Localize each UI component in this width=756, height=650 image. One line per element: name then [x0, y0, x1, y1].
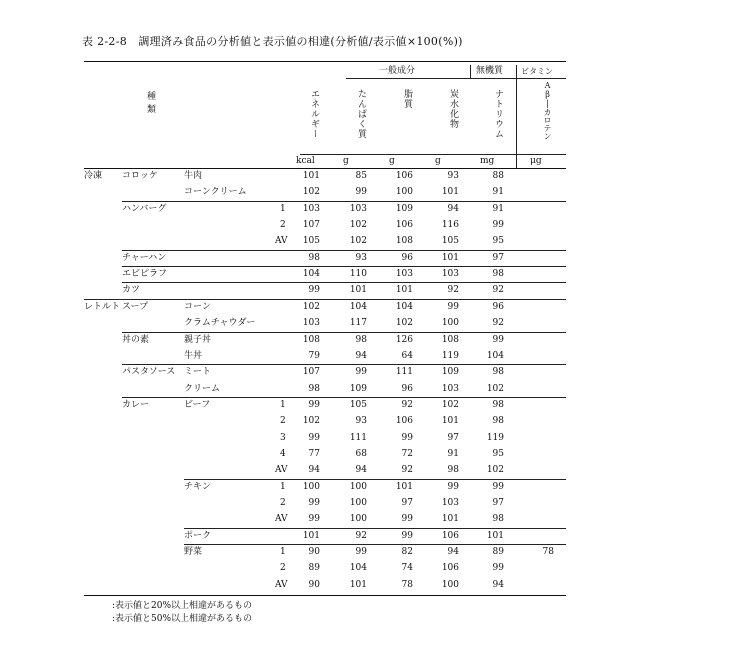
column-unit-4: g [435, 156, 441, 166]
cell-value: 103 [441, 498, 459, 508]
row-group-rule [122, 250, 566, 251]
cell-value: 101 [441, 252, 459, 263]
cell-value: 101 [349, 285, 367, 296]
row-label-c3: 親子丼 [184, 334, 212, 345]
cell-value: 104 [349, 563, 367, 574]
cell-value: 98 [492, 269, 504, 280]
cell-value: 98 [447, 465, 459, 476]
cell-value: 102 [486, 465, 504, 476]
cell-value: 100 [349, 481, 367, 492]
column-unit-3: g [389, 156, 395, 166]
cell-value: 101 [486, 530, 504, 541]
row-label-c2: コロッケ [122, 171, 158, 181]
row-label-c2: 丼の素 [122, 334, 150, 345]
cell-value: 98 [308, 383, 320, 394]
cell-value: 101 [302, 171, 320, 181]
row-label-c4: 4 [280, 448, 286, 459]
cell-value: 99 [401, 530, 413, 541]
row-label-c3: ポーク [184, 530, 212, 541]
data-table [84, 61, 566, 595]
cell-value: 91 [447, 448, 459, 459]
cell-value: 77 [308, 448, 320, 459]
cell-value: 119 [486, 432, 504, 443]
cell-value: 100 [349, 498, 367, 508]
cell-value: 111 [349, 432, 367, 443]
column-header-5: ナトリウム [493, 89, 503, 139]
cell-value: 102 [302, 301, 320, 312]
cell-value: 100 [302, 481, 320, 492]
group-vitamin-label: ビタミン [521, 67, 553, 76]
cell-value: 101 [441, 416, 459, 427]
row-label-c3: 牛丼 [184, 350, 203, 361]
cell-value: 103 [441, 269, 459, 280]
cell-value: 94 [447, 203, 459, 214]
cell-value: 92 [492, 318, 504, 329]
column-unit-6: μg [530, 156, 542, 166]
row-label-c3: コーン [184, 301, 211, 312]
cell-value: 98 [492, 399, 504, 410]
cell-value: 102 [441, 399, 459, 410]
cell-value: 95 [492, 448, 504, 459]
cell-value: 105 [349, 399, 367, 410]
row-label-c3: ミート [184, 367, 212, 378]
cell-value: 85 [355, 171, 367, 181]
unit-header-rule [300, 154, 566, 155]
column-header-6: Aβ|カロテン [543, 81, 552, 140]
cell-value: 105 [441, 236, 459, 247]
cell-value: 82 [401, 547, 413, 558]
cell-value: 99 [308, 498, 320, 508]
row-label-c4: AV [275, 236, 288, 247]
row-label-c3: チキン [184, 481, 211, 492]
cell-value: 99 [355, 367, 367, 378]
row-group-rule [122, 397, 566, 398]
kind-label: 種類 [145, 91, 155, 117]
row-label-c4: 1 [280, 547, 286, 558]
cell-value: 103 [441, 383, 459, 394]
row-label-c4: 2 [280, 416, 286, 427]
cell-value: 104 [395, 301, 413, 312]
cell-value: 97 [401, 498, 413, 508]
cell-value: 100 [395, 187, 413, 198]
cell-value: 126 [395, 334, 413, 345]
cell-value: 99 [401, 514, 413, 525]
row-label-c4: 1 [280, 399, 286, 410]
cell-value: 97 [447, 432, 459, 443]
cell-value: 94 [355, 465, 367, 476]
group-general-label: 一般成分 [379, 66, 416, 76]
cell-value: 99 [308, 399, 320, 410]
row-label-c3: ビーフ [184, 399, 211, 410]
cell-value: 92 [401, 399, 413, 410]
row-group-rule [122, 282, 566, 283]
cell-value: 93 [447, 171, 459, 181]
row-label-c1: 冷凍 [84, 171, 103, 181]
cell-value: 101 [302, 530, 320, 541]
cell-value: 101 [441, 514, 459, 525]
cell-value: 92 [492, 285, 504, 296]
cell-value: 116 [441, 220, 459, 231]
cell-value: 104 [302, 269, 320, 280]
cell-value: 98 [355, 334, 367, 345]
cell-value: 98 [492, 367, 504, 378]
cell-value: 93 [355, 252, 367, 263]
cell-value: 99 [308, 514, 320, 525]
cell-value: 98 [492, 416, 504, 427]
cell-value: 78 [542, 547, 554, 558]
cell-value: 94 [492, 579, 504, 590]
column-header-3: 脂質 [402, 89, 412, 109]
cell-value: 102 [349, 236, 367, 247]
cell-value: 100 [349, 514, 367, 525]
column-unit-2: g [343, 156, 349, 166]
row-group-rule [122, 364, 566, 365]
cell-value: 99 [492, 334, 504, 345]
row-label-c2: ハンバーグ [122, 203, 167, 214]
row-group-rule [184, 528, 566, 529]
cell-value: 103 [302, 203, 320, 214]
header-bottom-rule [84, 168, 566, 169]
cell-value: 111 [395, 367, 413, 378]
cell-value: 109 [349, 383, 367, 394]
cell-value: 79 [308, 350, 320, 361]
row-label-c3: 野菜 [184, 547, 203, 558]
cell-value: 97 [492, 498, 504, 508]
cell-value: 90 [308, 547, 320, 558]
row-label-c2: スープ [122, 301, 149, 312]
row-label-c4: 2 [280, 498, 286, 508]
cell-value: 101 [395, 285, 413, 296]
row-group-rule [184, 544, 566, 545]
cell-value: 92 [447, 285, 459, 296]
cell-value: 99 [355, 187, 367, 198]
row-label-c4: 1 [280, 203, 286, 214]
divider-mineral [470, 65, 471, 78]
cell-value: 109 [395, 203, 413, 214]
cell-value: 117 [349, 318, 367, 329]
cell-value: 99 [308, 432, 320, 443]
cell-value: 107 [302, 367, 320, 378]
row-label-c3: クリーム [184, 383, 221, 394]
row-label-c3: 牛肉 [184, 171, 203, 181]
row-label-c1: レトルト [84, 301, 121, 312]
cell-value: 106 [395, 171, 413, 181]
cell-value: 108 [302, 334, 320, 345]
cell-value: 99 [492, 563, 504, 574]
cell-value: 103 [349, 203, 367, 214]
cell-value: 97 [492, 252, 504, 263]
cell-value: 89 [492, 547, 504, 558]
row-group-rule [122, 266, 566, 267]
cell-value: 99 [401, 432, 413, 443]
row-group-rule [122, 332, 566, 333]
row-label-c2: パスタソース [122, 367, 176, 378]
cell-value: 108 [441, 334, 459, 345]
cell-value: 64 [401, 350, 413, 361]
cell-value: 92 [355, 530, 367, 541]
divider-vitamin [516, 65, 517, 78]
column-unit-1: kcal [296, 156, 315, 166]
row-group-rule [84, 299, 566, 300]
cell-value: 105 [302, 236, 320, 247]
cell-value: 104 [349, 301, 367, 312]
cell-value: 106 [441, 563, 459, 574]
group-header-rule [346, 78, 566, 79]
cell-value: 99 [447, 301, 459, 312]
row-label-c2: カツ [122, 285, 141, 296]
divider-vitamin-col [516, 78, 517, 168]
row-label-c4: AV [275, 579, 288, 590]
cell-value: 119 [441, 350, 459, 361]
column-header-4: 炭水化物 [448, 89, 458, 129]
cell-value: 103 [395, 269, 413, 280]
cell-value: 74 [401, 563, 413, 574]
row-label-c3: コーンクリーム [184, 187, 247, 198]
cell-value: 104 [486, 350, 504, 361]
cell-value: 78 [401, 579, 413, 590]
row-label-c2: チャーハン [122, 252, 167, 263]
cell-value: 94 [447, 547, 459, 558]
cell-value: 94 [355, 350, 367, 361]
row-label-c2: エビピラフ [122, 269, 168, 280]
cell-value: 102 [395, 318, 413, 329]
row-label-c2: カレー [122, 399, 150, 410]
row-label-c3: クラムチャウダー [184, 318, 256, 329]
cell-value: 98 [492, 514, 504, 525]
row-label-c4: AV [275, 514, 288, 525]
cell-value: 88 [492, 171, 504, 181]
row-label-c4: AV [275, 465, 288, 476]
cell-value: 102 [302, 187, 320, 198]
cell-value: 108 [395, 236, 413, 247]
row-label-c4: 1 [280, 481, 286, 492]
cell-value: 106 [441, 530, 459, 541]
cell-value: 98 [308, 252, 320, 263]
cell-value: 102 [302, 416, 320, 427]
row-group-rule [122, 201, 566, 202]
cell-value: 107 [302, 220, 320, 231]
cell-value: 89 [308, 563, 320, 574]
cell-value: 93 [355, 416, 367, 427]
column-unit-5: mg [480, 156, 495, 166]
cell-value: 95 [492, 236, 504, 247]
cell-value: 99 [492, 220, 504, 231]
cell-value: 72 [401, 448, 413, 459]
cell-value: 102 [486, 383, 504, 394]
table-title: 表 2-2-8 調理済み食品の分析値と表示値の相違(分析値/表示値×100(%)) [82, 35, 463, 48]
footnote: :表示値と50%以上相違があるもの [112, 614, 253, 624]
cell-value: 94 [308, 465, 320, 476]
cell-value: 100 [441, 579, 459, 590]
cell-value: 96 [492, 301, 504, 312]
column-header-1: エネルギー [309, 89, 319, 139]
cell-value: 99 [492, 481, 504, 492]
footnote: :表示値と20%以上相違があるもの [112, 601, 253, 611]
cell-value: 92 [401, 465, 413, 476]
cell-value: 101 [395, 481, 413, 492]
cell-value: 100 [441, 318, 459, 329]
table-top-rule [84, 61, 566, 62]
cell-value: 99 [355, 547, 367, 558]
row-label-c4: 2 [280, 220, 286, 231]
cell-value: 101 [349, 579, 367, 590]
cell-value: 99 [447, 481, 459, 492]
cell-value: 96 [401, 252, 413, 263]
cell-value: 102 [349, 220, 367, 231]
table-bottom-rule [84, 595, 566, 596]
cell-value: 106 [395, 416, 413, 427]
cell-value: 90 [308, 579, 320, 590]
cell-value: 96 [401, 383, 413, 394]
cell-value: 109 [441, 367, 459, 378]
group-mineral-label: 無機質 [476, 66, 504, 76]
cell-value: 103 [302, 318, 320, 329]
row-group-rule [184, 479, 566, 480]
cell-value: 99 [308, 285, 320, 296]
cell-value: 91 [492, 187, 504, 198]
cell-value: 110 [349, 269, 367, 280]
cell-value: 106 [395, 220, 413, 231]
row-label-c4: 2 [280, 563, 286, 574]
row-label-c4: 3 [280, 432, 286, 443]
column-header-2: たんぱく質 [356, 89, 366, 139]
cell-value: 101 [441, 187, 459, 198]
cell-value: 91 [492, 203, 504, 214]
cell-value: 68 [355, 448, 367, 459]
